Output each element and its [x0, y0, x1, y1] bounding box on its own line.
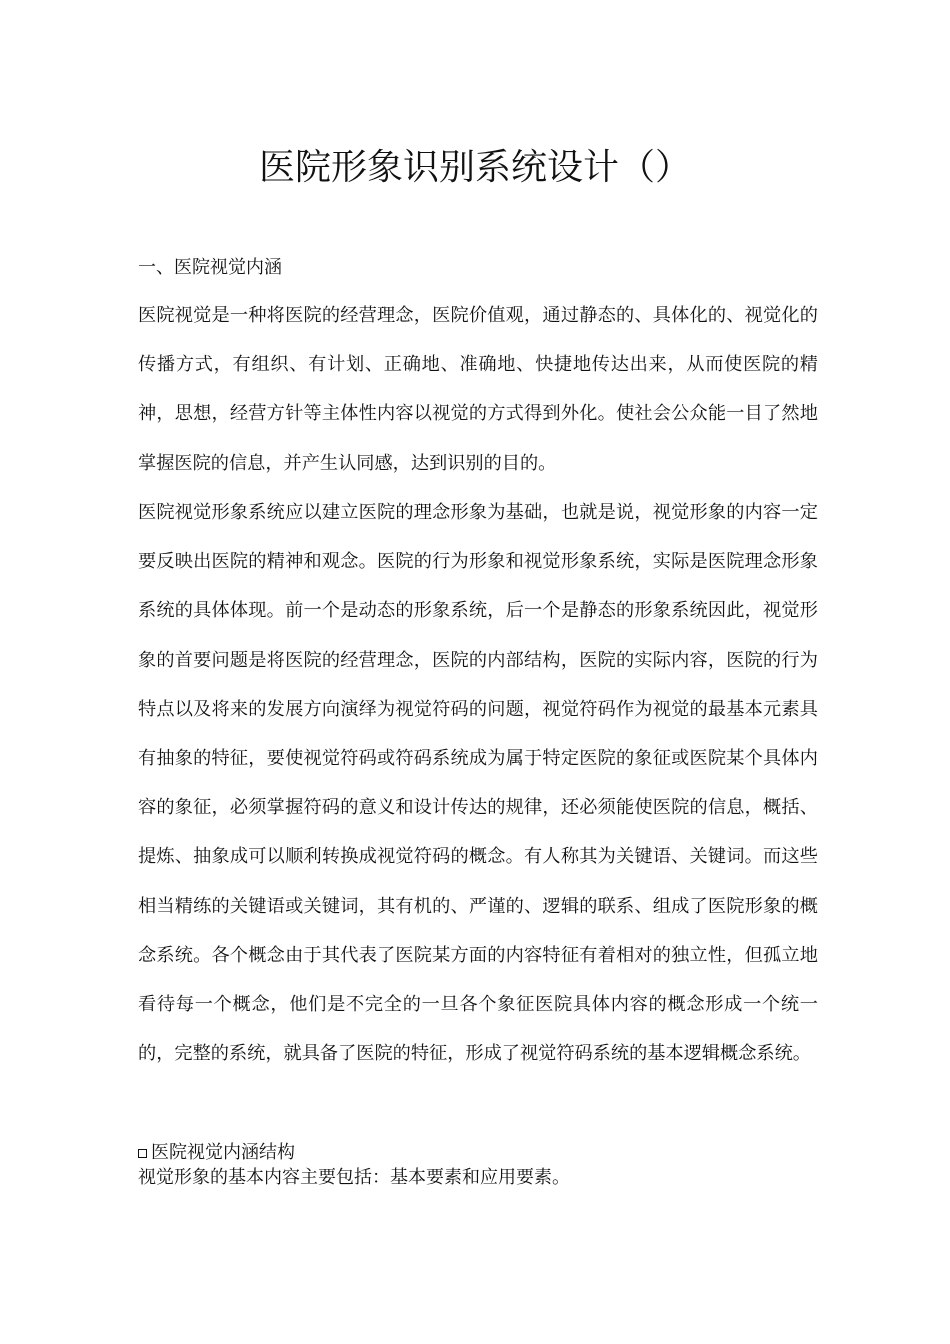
section-heading: 一、医院视觉内涵: [138, 257, 282, 278]
paragraph-1: 医院视觉是一种将医院的经营理念，医院价值观，通过静态的、具体化的、视觉化的传播方式，有组织、有计划、正确地、准确地、快捷地传达出来，从而使医院的精神，思想，经营方针等主体性内容以视觉的方式得到外化。使社会公众能一目了然地掌握医院的信息，并产生认同感，达到识别的目的。: [138, 305, 818, 474]
subheading-label: 医院视觉内涵结构: [151, 1142, 295, 1163]
paragraph-2: 医院视觉形象系统应以建立医院的理念形象为基础，也就是说，视觉形象的内容一定要反映出医院的精神和观念。医院的行为形象和视觉形象系统，实际是医院理念形象系统的具体体现。前一个是动态的形象系统，后一个是静态的形象系统因此，视觉形象的首要问题是将医院的经营理念，医院的内部结构，医院的实际内容，医院的行为特点以及将来的发展方向演绎为视觉符码的问题，视觉符码作为视觉的最基本元素具有抽象的特征，要使视觉符码或符码系统成为属于特定医院的象征或医院某个具体内容的象征，必须掌握符码的意义和设计传达的规律，还必须能使医院的信息，概括、提炼、抽象成可以顺利转换成视觉符码的概念。有人称其为关键语、关键词。而这些相当精练的关键语或关键词，其有机的、严谨的、逻辑的联系、组成了医院形象的概念系统。各个概念由于其代表了医院某方面的内容特征有着相对的独立性，但孤立地看待每一个概念，他们是不完全的一旦各个象征医院具体内容的概念形成一个统一的，完整的系统，就具备了医院的特征，形成了视觉符码系统的基本逻辑概念系统。: [138, 502, 818, 1065]
subheading: [138, 1140, 295, 1166]
page-title: 医院形象识别系统设计（）: [258, 147, 691, 188]
summary-text: 视觉形象的基本内容主要包括：基本要素和应用要素。: [138, 1167, 570, 1188]
checkbox-icon: [138, 1149, 147, 1158]
